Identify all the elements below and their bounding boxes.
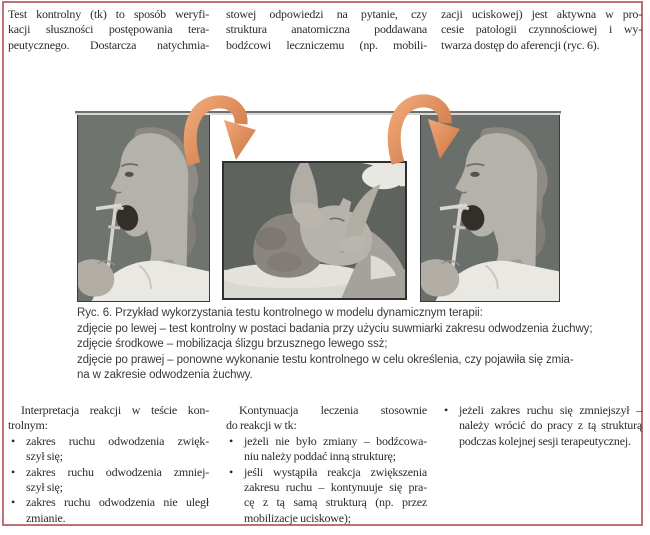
bullet-glyph: • bbox=[229, 433, 234, 448]
caption-line: na w zakresie odwodzenia żuchwy. bbox=[77, 369, 253, 381]
text-line: jeżeli zakres ruchu się zmniejszył – bbox=[459, 403, 642, 417]
text-line: struktura anatomiczna poddawana bbox=[226, 22, 427, 37]
top-text-column-1 bbox=[8, 7, 209, 53]
text-line: zmianie. bbox=[26, 510, 66, 525]
figure-top-rule bbox=[75, 111, 561, 115]
text-line: zakres ruchu odwodzenia zwięk- bbox=[26, 433, 209, 448]
bottom-column-2 bbox=[226, 403, 427, 526]
text-line: podczas kolejnej sesji terapeutycznej. bbox=[459, 433, 631, 448]
text-line: zakres ruchu odwodzenia zmniej- bbox=[26, 464, 209, 479]
bullet-item bbox=[8, 465, 209, 496]
text-line: kacji słuszności postępowania tera- bbox=[8, 22, 209, 37]
text-line: twarza dostęp do aferencji (ryc. 6). bbox=[441, 37, 600, 52]
text-line: niu należy poddać inną strukturę; bbox=[244, 449, 396, 464]
text-line: szył się; bbox=[26, 449, 63, 464]
text-line: zacji uciskowej) jest aktywna w pro- bbox=[441, 7, 642, 21]
curved-arrow-icon-2 bbox=[385, 93, 465, 173]
text-line: zakres ruchu odwodzenia nie uległ bbox=[26, 495, 209, 510]
top-text-column-3 bbox=[441, 7, 642, 53]
bullet-glyph: • bbox=[229, 464, 234, 479]
bullet-glyph: • bbox=[11, 464, 16, 479]
bottom-column-1 bbox=[8, 403, 209, 526]
text-line: szył się; bbox=[26, 480, 63, 495]
figure-caption bbox=[77, 306, 593, 384]
caption-line: Ryc. 6. Przykład wykorzystania testu kontrolnego w modelu dynamicznym terapii: bbox=[77, 307, 483, 319]
text-line: bodźcowi leczniczemu (np. mobili- bbox=[226, 37, 427, 52]
bullet-glyph: • bbox=[11, 433, 16, 448]
text-line: należy wrócić do pracy z tą strukturą bbox=[459, 418, 642, 433]
top-text-column-2 bbox=[226, 7, 427, 53]
text-line: jeżeli nie było zmiany – bodźcowa- bbox=[244, 433, 427, 448]
text-line: Interpretacja reakcji w teście kon- bbox=[21, 403, 209, 417]
text-line: jeśli wystąpiła reakcja zwiększenia bbox=[244, 464, 427, 479]
figure-panel bbox=[75, 110, 561, 302]
bottom-column-3 bbox=[441, 403, 642, 449]
bullet-item bbox=[226, 465, 427, 527]
text-line: Test kontrolny (tk) to sposób weryfi- bbox=[8, 7, 209, 21]
text-line: cesie patologii czynnościowej i wy- bbox=[441, 22, 642, 37]
bullet-item bbox=[8, 495, 209, 526]
text-line: zakresu ruchu – kontynuuje się pra- bbox=[244, 480, 427, 495]
bullet-item bbox=[8, 434, 209, 465]
text-line: peutycznego. Dostarcza natychmia- bbox=[8, 37, 209, 52]
text-line: do reakcji w tk: bbox=[226, 418, 297, 433]
bullet-item bbox=[226, 434, 427, 465]
photo-middle-illustration bbox=[224, 163, 405, 298]
curved-arrow-icon-1 bbox=[181, 94, 261, 174]
text-line: cę z tą samą strukturą (np. przez bbox=[244, 495, 427, 510]
text-line: stowej odpowiedzi na pytanie, czy bbox=[226, 7, 427, 21]
bullet-item bbox=[441, 403, 642, 449]
caption-line: zdjęcie środkowe – mobilizacja ślizgu brzusznego lewego ssż; bbox=[77, 338, 388, 350]
bullet-glyph: • bbox=[11, 495, 16, 510]
caption-line: zdjęcie po prawej – ponowne wykonanie testu kontrolnego w celu określenia, czy pojawiła się zmia- bbox=[77, 353, 574, 366]
text-line: Kontynuacja leczenia stosownie bbox=[239, 403, 427, 417]
text-line: mobilizacje uciskowe); bbox=[244, 510, 351, 525]
caption-line: zdjęcie po lewej – test kontrolny w postaci badania przy użyciu suwmiarki zakresu odwodzenia żuchwy; bbox=[77, 322, 593, 335]
text-line: trolnym: bbox=[8, 418, 48, 433]
photo-middle bbox=[222, 161, 407, 300]
bullet-glyph: • bbox=[444, 403, 449, 417]
